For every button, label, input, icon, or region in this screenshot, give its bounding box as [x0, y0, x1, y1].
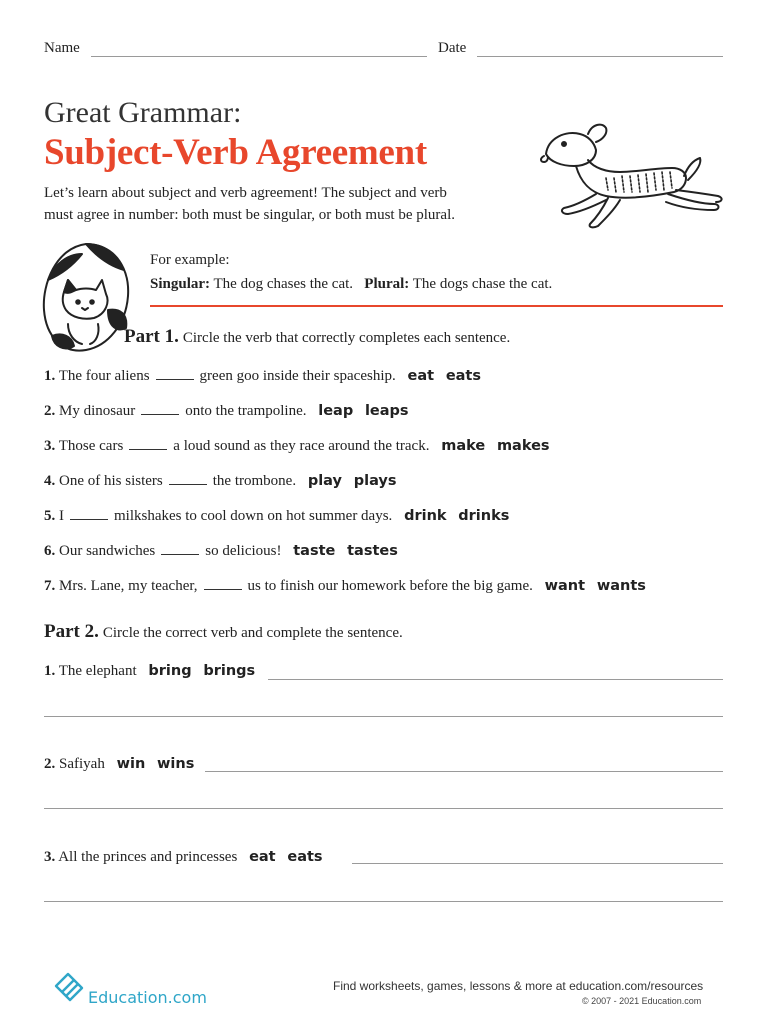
question-number: 3. — [44, 849, 56, 865]
answer-line[interactable] — [44, 808, 723, 809]
question-text-before: My dinosaur — [59, 403, 136, 419]
question-text: Safiyah — [59, 756, 105, 772]
answer-line[interactable] — [268, 679, 723, 680]
question-number: 7. — [44, 578, 56, 594]
verb-option[interactable]: taste — [293, 543, 336, 559]
cat-illustration — [38, 240, 134, 358]
answer-blank[interactable] — [169, 484, 207, 485]
intro-line2: must agree in number: both must be singular, or both must be plural. — [44, 207, 455, 223]
date-label: Date — [438, 40, 467, 56]
question-number: 5. — [44, 508, 56, 524]
question-number: 4. — [44, 473, 56, 489]
verb-option[interactable]: win — [116, 756, 146, 772]
question-text: The elephant — [58, 663, 137, 679]
verb-option[interactable]: tastes — [347, 543, 398, 559]
footer-tagline[interactable]: Find worksheets, games, lessons & more at education.com/resources — [333, 979, 704, 993]
verb-option[interactable]: eat — [249, 849, 276, 865]
verb-option[interactable]: eats — [287, 849, 323, 865]
example-sentences — [150, 272, 552, 296]
part1-question — [44, 438, 550, 455]
part2-header — [44, 621, 403, 643]
verb-option[interactable]: plays — [353, 473, 397, 489]
question-number: 1. — [44, 368, 56, 384]
question-number: 2. — [44, 756, 56, 772]
name-label: Name — [44, 40, 80, 56]
verb-option[interactable]: makes — [496, 438, 550, 454]
verb-option[interactable]: eats — [445, 368, 481, 384]
verb-option[interactable]: brings — [203, 663, 256, 679]
answer-blank[interactable] — [141, 414, 179, 415]
verb-option[interactable]: eat — [407, 368, 435, 384]
part2-question — [44, 663, 255, 680]
part1-question — [44, 473, 397, 490]
question-text-after: green goo inside their spaceship. — [199, 368, 396, 384]
part1-question — [44, 508, 509, 525]
part1-heading: Part 1. — [124, 326, 179, 347]
divider-line — [150, 305, 723, 307]
title-line1: Great Grammar: — [44, 96, 242, 129]
answer-blank[interactable] — [161, 554, 199, 555]
verb-option[interactable]: drink — [404, 508, 447, 524]
verb-option[interactable]: wants — [596, 578, 646, 594]
question-text-before: Those cars — [58, 438, 124, 454]
question-number: 2. — [44, 403, 56, 419]
part1-instruction: Circle the verb that correctly completes each sentence. — [182, 330, 511, 346]
question-text: All the princes and princesses — [58, 849, 238, 865]
question-text-after: a loud sound as they race around the track. — [173, 438, 430, 454]
question-text-before: The four aliens — [58, 368, 150, 384]
part1-question — [44, 578, 646, 595]
verb-option[interactable]: leaps — [364, 403, 409, 419]
part1-question — [44, 403, 409, 420]
question-number: 6. — [44, 543, 56, 559]
date-field[interactable] — [477, 56, 723, 57]
question-text-after: us to finish our homework before the big game. — [247, 578, 533, 594]
answer-blank[interactable] — [70, 519, 108, 520]
example-block — [150, 248, 552, 296]
name-field[interactable] — [91, 56, 427, 57]
plural-label: Plural: — [364, 276, 410, 292]
question-text-before: I — [59, 508, 64, 524]
question-number: 3. — [44, 438, 56, 454]
part2-question — [44, 756, 194, 773]
question-text-before: One of his sisters — [59, 473, 163, 489]
education-logo-icon — [52, 970, 88, 1006]
question-text-before: Our sandwiches — [59, 543, 156, 559]
page-title: Subject-Verb Agreement — [44, 132, 427, 173]
question-number: 1. — [44, 663, 56, 679]
part1-question — [44, 543, 398, 560]
verb-option[interactable]: wins — [157, 756, 195, 772]
copyright: © 2007 - 2021 Education.com — [582, 996, 702, 1006]
answer-blank[interactable] — [129, 449, 167, 450]
verb-option[interactable]: make — [441, 438, 486, 454]
question-text-after: onto the trampoline. — [185, 403, 307, 419]
intro-text — [44, 182, 544, 226]
singular-text: The dog chases the cat. — [213, 276, 354, 292]
verb-option[interactable]: play — [307, 473, 342, 489]
part2-instruction: Circle the correct verb and complete the sentence. — [102, 625, 403, 641]
question-text-after: milkshakes to cool down on hot summer days. — [114, 508, 393, 524]
verb-option[interactable]: bring — [148, 663, 192, 679]
part2-question — [44, 849, 323, 866]
answer-line[interactable] — [352, 863, 723, 864]
question-text-before: Mrs. Lane, my teacher, — [59, 578, 198, 594]
answer-line[interactable] — [44, 716, 723, 717]
part1-question — [44, 368, 481, 385]
answer-blank[interactable] — [204, 589, 242, 590]
part1-header — [124, 326, 510, 348]
answer-line[interactable] — [44, 901, 723, 902]
part2-heading: Part 2. — [44, 621, 99, 642]
example-label: For example: — [150, 252, 230, 268]
question-text-after: the trombone. — [212, 473, 297, 489]
answer-blank[interactable] — [156, 379, 194, 380]
answer-line[interactable] — [205, 771, 723, 772]
plural-text: The dogs chase the cat. — [412, 276, 553, 292]
singular-label: Singular: — [150, 276, 211, 292]
intro-line1: Let’s learn about subject and verb agreement! The subject and verb — [44, 185, 447, 201]
verb-option[interactable]: drinks — [458, 508, 510, 524]
verb-option[interactable]: want — [544, 578, 586, 594]
education-logo[interactable]: Education.com — [88, 988, 207, 1007]
dog-illustration — [536, 120, 726, 232]
verb-option[interactable]: leap — [318, 403, 354, 419]
question-text-after: so delicious! — [205, 543, 282, 559]
